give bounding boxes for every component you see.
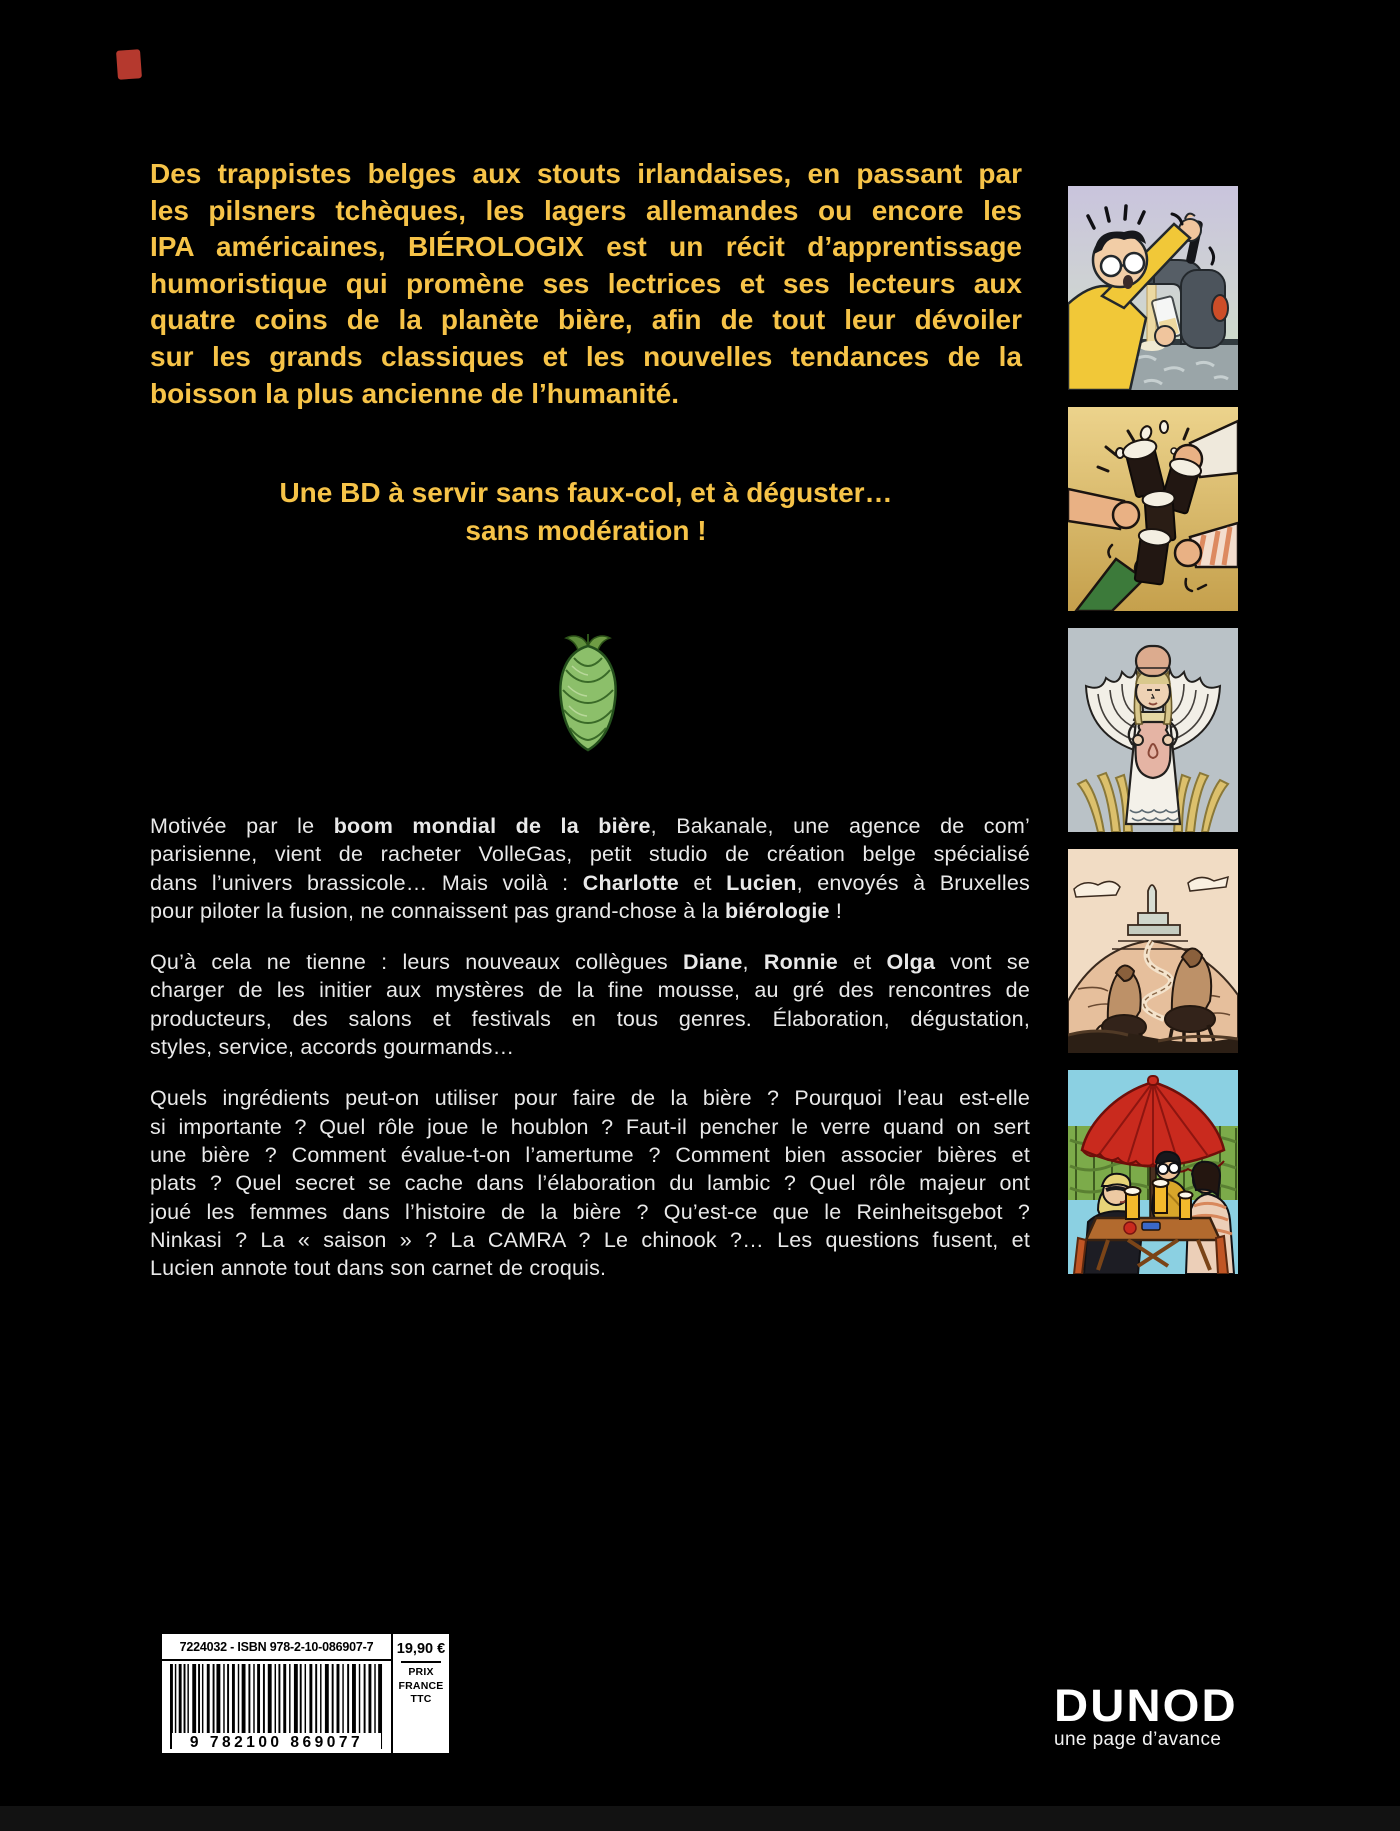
panel-terrace-parasol — [1068, 1070, 1238, 1274]
cover-bottom-edge — [0, 1806, 1400, 1831]
hop-cone-icon — [552, 632, 624, 754]
synopsis — [150, 812, 1030, 1305]
text-line: Quels ingrédients peut-on utiliser pour faire de la bière ? Pourquoi l’eau est-elle — [150, 1086, 1030, 1111]
text-line: les pilsners tchèques, les lagers allemandes ou encore les — [150, 194, 1022, 226]
text-line: sur les grands classiques et les nouvelles tendances de la — [150, 340, 1022, 372]
panel-beer-tap — [1068, 186, 1238, 390]
text-line: charger de les initier aux mystères de la fine mousse, au gré des rencontres de — [150, 978, 1030, 1003]
corner-red-mark — [116, 49, 142, 80]
price: 19,90 € — [396, 1641, 446, 1657]
text-line: humoristique qui promène ses lectrices et ses lecteurs aux — [150, 267, 1022, 299]
text-line: Ninkasi ? La « saison » ? La CAMRA ? Le chinook ?… Les questions fusent, et — [150, 1227, 1030, 1252]
price-note-line: FRANCE — [398, 1679, 444, 1692]
price-note-line: TTC — [410, 1693, 432, 1705]
synopsis-paragraph-3 — [150, 1084, 1030, 1282]
text-line: si importante ? Quel rôle joue le houblon ? Faut-il pencher le verre quand on sert — [150, 1114, 1030, 1139]
text-line: une bière ? Comment évalue-t-on l’amertume ? Comment bien associer bières et — [150, 1142, 1030, 1167]
text-line: Des trappistes belges aux stouts irlandaises, en passant par — [150, 158, 1022, 189]
text-line: IPA américaines, BIÉROLOGIX est un récit d’apprentissage — [150, 231, 1022, 263]
panel-riders-abbey — [1068, 849, 1238, 1053]
text-line: plats ? Quel secret se cache dans l’élaboration du lambic ? Quel rôle majeur ont — [150, 1171, 1030, 1196]
price-block — [393, 1634, 449, 1753]
price-divider — [401, 1661, 441, 1663]
publisher-name: DUNOD — [1054, 1680, 1238, 1731]
text-line: quatre coins de la planète bière, afin de tout leur dévoiler — [150, 304, 1022, 336]
text-line: joué les femmes dans l’histoire de la bière ? Qu’est-ce que le Reinheitsgebot ? — [150, 1199, 1030, 1224]
synopsis-paragraph-2 — [150, 948, 1030, 1061]
price-note-line: PRIX — [408, 1666, 434, 1678]
text-line: pour piloter la fusion, ne connaissent pas grand-chose à la biérologie ! — [150, 898, 843, 923]
barcode-price-block — [162, 1634, 449, 1753]
isbn-text: 7224032 - ISBN 978-2-10-086907-7 — [162, 1634, 391, 1661]
panel-cheers-stouts — [1068, 407, 1238, 611]
comic-panels-column — [1068, 186, 1238, 1291]
text-line: dans l’univers brassicole… Mais voilà : Charlotte et Lucien, envoyés à Bruxelles — [150, 870, 1030, 895]
text-line: parisienne, vient de racheter VolleGas, petit studio de création belge spécialisé — [150, 842, 1030, 867]
text-line: Qu’à cela ne tienne : leurs nouveaux collègues Diane, Ronnie et Olga vont se — [150, 950, 1030, 975]
barcode — [162, 1634, 393, 1753]
intro-text — [150, 156, 1022, 412]
text-line: Motivée par le boom mondial de la bière, Bakanale, une agence de com’ — [150, 814, 1031, 838]
synopsis-paragraph-1 — [150, 812, 1030, 925]
text-line: producteurs, des salons et festivals en tous genres. Élaboration, dégustation, — [150, 1006, 1030, 1031]
text-line: boisson la plus ancienne de l’humanité. — [150, 377, 679, 409]
text-line: styles, service, accords gourmands… — [150, 1035, 515, 1060]
ean-digits: 9 782100 869077 — [172, 1733, 381, 1752]
publisher-tagline: une page d’avance — [1054, 1729, 1222, 1750]
tagline — [150, 474, 1022, 550]
text-line: Lucien annote tout dans son carnet de croquis. — [150, 1256, 607, 1281]
panel-ninkasi-statue — [1068, 628, 1238, 832]
publisher-logo — [1054, 1680, 1238, 1751]
tagline-line-1: Une BD à servir sans faux-col, et à déguster… — [279, 477, 893, 508]
tagline-line-2: sans modération ! — [465, 515, 707, 546]
